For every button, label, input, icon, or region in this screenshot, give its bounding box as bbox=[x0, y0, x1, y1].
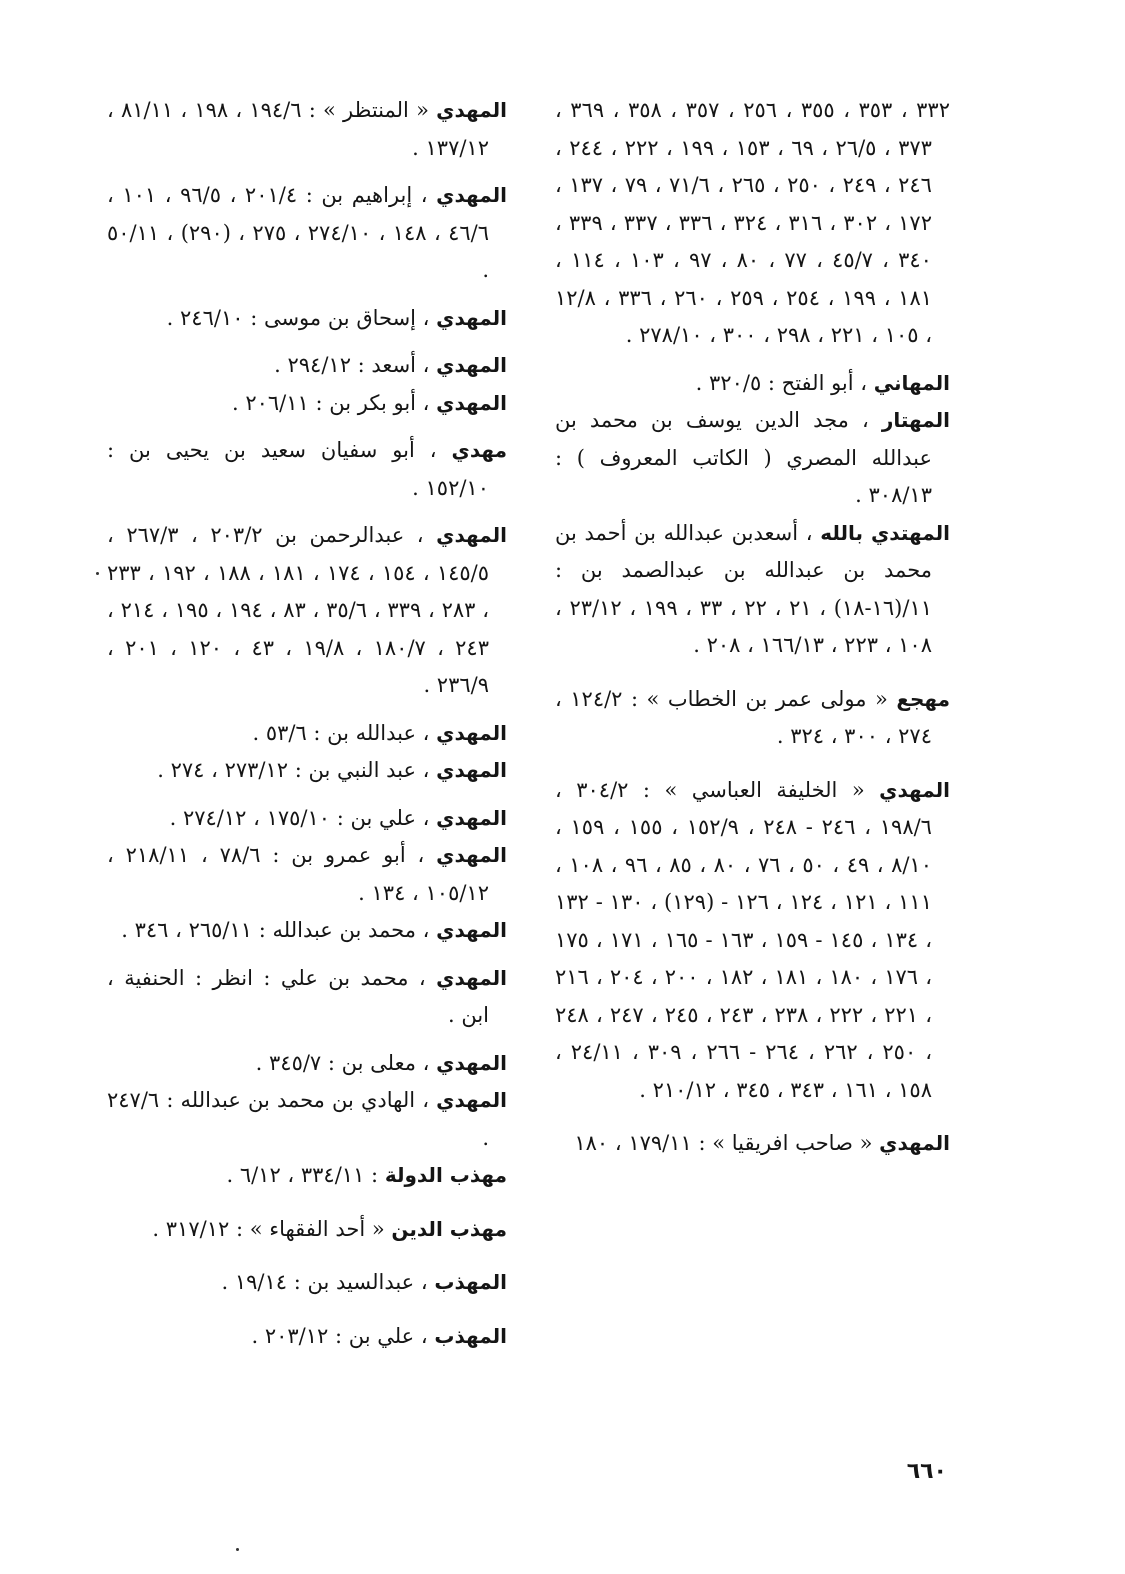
entry-references: ، علي بن : ٢٠٣/١٢ . bbox=[251, 1323, 428, 1348]
entry-headword: المهتار bbox=[881, 408, 950, 432]
entry-headword: المهدي bbox=[436, 758, 507, 782]
entry-headword: مهذب الدولة bbox=[384, 1163, 507, 1187]
index-entry bbox=[107, 517, 507, 705]
index-entry bbox=[107, 432, 507, 507]
entry-headword: المهدي bbox=[879, 777, 951, 802]
index-entry bbox=[107, 300, 507, 338]
entry-references: « صاحب افريقيا » : ١٧٩/١١ ، ١٨٠ bbox=[574, 1131, 873, 1155]
index-entry bbox=[555, 402, 950, 515]
index-entry bbox=[107, 177, 507, 290]
index-entry bbox=[107, 385, 507, 423]
entry-references: ، أبو سفيان سعيد بن يحيى بن : ١٥٢/١٠ . bbox=[107, 438, 489, 500]
index-entry bbox=[555, 1125, 950, 1163]
entry-references: ، عبدالله بن : ٥٣/٦ . bbox=[252, 720, 430, 745]
index-column-left bbox=[107, 92, 507, 1355]
entry-references: ، أسعد : ٢٩٤/١٢ . bbox=[274, 353, 430, 377]
entry-headword: مهجع bbox=[896, 686, 950, 711]
entry-references: ، مجد الدين يوسف بن محمد بن عبدالله المصري ( الكاتب المعروف ) : ٣٠٨/١٣ . bbox=[555, 408, 932, 507]
entry-references: : ٣٣٤/١١ ، ٦/١٢ . bbox=[226, 1163, 379, 1187]
index-entry bbox=[107, 1157, 507, 1195]
entry-headword: المهدي bbox=[879, 1131, 950, 1155]
entry-headword: المهدي bbox=[436, 918, 507, 942]
index-entry bbox=[107, 837, 507, 912]
entry-references: « المنتظر » : ١٩٤/٦ ، ١٩٨ ، ٨١/١١ ، ١٣٧/١٢ . bbox=[107, 98, 489, 160]
entry-headword: المهذب bbox=[434, 1270, 507, 1294]
index-entry bbox=[107, 347, 507, 385]
entry-headword: المهدي bbox=[436, 98, 507, 122]
entry-references: ، أبو بكر بن : ٢٠٦/١١ . bbox=[231, 390, 430, 415]
entry-headword: المهدي bbox=[436, 353, 507, 377]
index-entry-continuation bbox=[555, 92, 950, 355]
scan-speck bbox=[96, 572, 99, 575]
entry-headword: مهدي bbox=[451, 438, 507, 462]
entry-headword: المهدي bbox=[436, 1050, 507, 1075]
entry-references: « الخليفة العباسي » : ٣٠٤/٢ ، ١٩٨/٦ ، ٢٤٦ - ٢٤٨ ، ١٥٢/٩ ، ١٥٥ ، ١٥٩ ، ٨/١٠ ، ٤٩ ، ٥٠ ، ٧٦ ، ٨٠ ، ٨٥ ، ٩٦ ، ١٠٨ ، ١١١ ، ١٢١ ، ١٢٤ ، ١٢٦ - (١٢٩) ، ١٣٠ - ١٣٢ ، ١٣٤ ، ١٤٥ - ١٥٩ ، ١٦٣ - ١٦٥ ، ١٧١ ، ١٧٥ ، ١٧٦ ، ١٨٠ ، ١٨١ ، ١٨٢ ، ٢٠٠ ، ٢٠٤ ، ٢١٦ ، ٢٢١ ، ٢٢٢ ، ٢٣٨ ، ٢٤٣ ، ٢٤٥ ، ٢٤٧ ، ٢٤٨ ، ٢٥٠ ، ٢٦٢ ، ٢٦٤ - ٢٦٦ ، ٣٠٩ ، ٢٤/١١ ، ١٥٨ ، ١٦١ ، ٣٤٣ ، ٣٤٥ ، ٢١٠/١٢ . bbox=[555, 777, 933, 1102]
index-entry bbox=[107, 1318, 507, 1356]
entry-references: ، عبدالسيد بن : ١٩/١٤ . bbox=[221, 1270, 428, 1294]
index-entry bbox=[107, 92, 507, 167]
entry-references: ، عبدالرحمن بن ٢٠٣/٢ ، ٢٦٧/٣ ، ١٤٥/٥ ، ١٥٤ ، ١٧٤ ، ١٨١ ، ١٨٨ ، ١٩٢ ، ٢٣٣ ، ٢٨٣ ، ٣٣٩ ، ٣٥/٦ ، ٨٣ ، ١٩٤ ، ١٩٥ ، ٢١٤ ، ٢٤٣ ، ١٨٠/٧ ، ١٩/٨ ، ٤٣ ، ١٢٠ ، ٢٠١ ، ٢٣٦/٩ . bbox=[107, 523, 490, 697]
entry-references: « أحد الفقهاء » : ٣١٧/١٢ . bbox=[152, 1216, 385, 1241]
index-entry bbox=[107, 1264, 507, 1302]
entry-headword: المهدي bbox=[436, 390, 507, 415]
entry-references: « مولى عمر بن الخطاب » : ١٢٤/٢ ، ٢٧٤ ، ٣٠٠ ، ٣٢٤ . bbox=[555, 686, 932, 748]
index-entry bbox=[107, 800, 507, 838]
entry-headword: المهاني bbox=[873, 370, 950, 395]
entry-headword: المهدي bbox=[436, 720, 507, 745]
entry-references: ، معلى بن : ٣٤٥/٧ . bbox=[255, 1050, 430, 1075]
entry-references: ٣٣٢ ، ٣٥٣ ، ٣٥٥ ، ٢٥٦ ، ٣٥٧ ، ٣٥٨ ، ٣٦٩ ، ٣٧٣ ، ٢٦/٥ ، ٦٩ ، ١٥٣ ، ١٩٩ ، ٢٢٢ ، ٢٤٤ ، ٢٤٦ ، ٢٤٩ ، ٢٥٠ ، ٢٦٥ ، ٧١/٦ ، ٧٩ ، ١٣٧ ، ١٧٢ ، ٣٠٢ ، ٣١٦ ، ٣٢٤ ، ٣٣٦ ، ٣٣٧ ، ٣٣٩ ، ٣٤٠ ، ٤٥/٧ ، ٧٧ ، ٨٠ ، ٩٧ ، ١٠٣ ، ١١٤ ، ١٨١ ، ١٩٩ ، ٢٥٤ ، ٢٥٩ ، ٢٦٠ ، ٣٣٦ ، ١٢/٨ ، ١٠٥ ، ٢٢١ ، ٢٩٨ ، ٣٠٠ ، ٢٧٨/١٠ . bbox=[555, 98, 950, 347]
entry-references: ، إسحاق بن موسى : ٢٤٦/١٠ . bbox=[166, 305, 430, 330]
entry-headword: المهدي bbox=[436, 843, 507, 867]
index-entry bbox=[555, 681, 950, 756]
scan-speck bbox=[236, 1548, 239, 1551]
entry-references: ، الهادي بن محمد بن عبدالله : ٢٤٧/٦ . bbox=[107, 1088, 489, 1150]
index-column-right bbox=[555, 92, 950, 1163]
entry-headword: المهدي bbox=[436, 523, 507, 547]
index-entry bbox=[555, 515, 950, 665]
entry-references: ، عبد النبي بن : ٢٧٣/١٢ ، ٢٧٤ . bbox=[157, 758, 430, 782]
index-entry bbox=[107, 715, 507, 753]
entry-headword: المهدي bbox=[436, 805, 507, 830]
entry-references: ، محمد بن عبدالله : ٢٦٥/١١ ، ٣٤٦ . bbox=[121, 918, 430, 942]
index-entry bbox=[107, 1211, 507, 1249]
entry-headword: المهدي bbox=[436, 1088, 507, 1112]
index-entry bbox=[107, 960, 507, 1035]
index-entry bbox=[107, 752, 507, 790]
entry-headword: مهذب الدين bbox=[391, 1216, 507, 1241]
page-number: ٦٦٠ bbox=[906, 1459, 947, 1484]
entry-references: ، أسعدبن عبدالله بن أحمد بن محمد بن عبدالله بن عبدالصمد بن : ١١/(١٦-١٨) ، ٢١ ، ٢٢ ، ٣٣ ، ١٩٩ ، ٢٣/١٢ ، ١٠٨ ، ٢٢٣ ، ١٦٦/١٣ ، ٢٠٨ . bbox=[555, 520, 932, 657]
entry-headword: المهدي bbox=[436, 965, 507, 990]
entry-references: ، إبراهيم بن : ٢٠١/٤ ، ٩٦/٥ ، ١٠١ ، ٤٦/٦ ، ١٤٨ ، ٢٧٤/١٠ ، ٢٧٥ ، (٢٩٠) ، ٥٠/١١ . bbox=[107, 183, 490, 282]
index-entry bbox=[555, 772, 950, 1110]
entry-headword: المهذب bbox=[434, 1323, 507, 1348]
index-entry bbox=[107, 912, 507, 950]
entry-headword: المهدي bbox=[436, 305, 507, 330]
entry-headword: المهدي bbox=[436, 183, 507, 207]
entry-references: ، أبو الفتح : ٣٢٠/٥ . bbox=[695, 370, 868, 395]
entry-headword: المهتدي بالله bbox=[820, 520, 950, 545]
index-entry bbox=[555, 365, 950, 403]
entry-references: ، أبو عمرو بن : ٧٨/٦ ، ٢١٨/١١ ، ١٠٥/١٢ ، ١٣٤ . bbox=[107, 843, 489, 905]
index-entry bbox=[107, 1045, 507, 1083]
entry-references: ، محمد بن علي : انظر : الحنفية ، ابن . bbox=[107, 965, 489, 1027]
index-entry bbox=[107, 1082, 507, 1157]
entry-references: ، علي بن : ١٧٥/١٠ ، ٢٧٤/١٢ . bbox=[169, 805, 430, 830]
